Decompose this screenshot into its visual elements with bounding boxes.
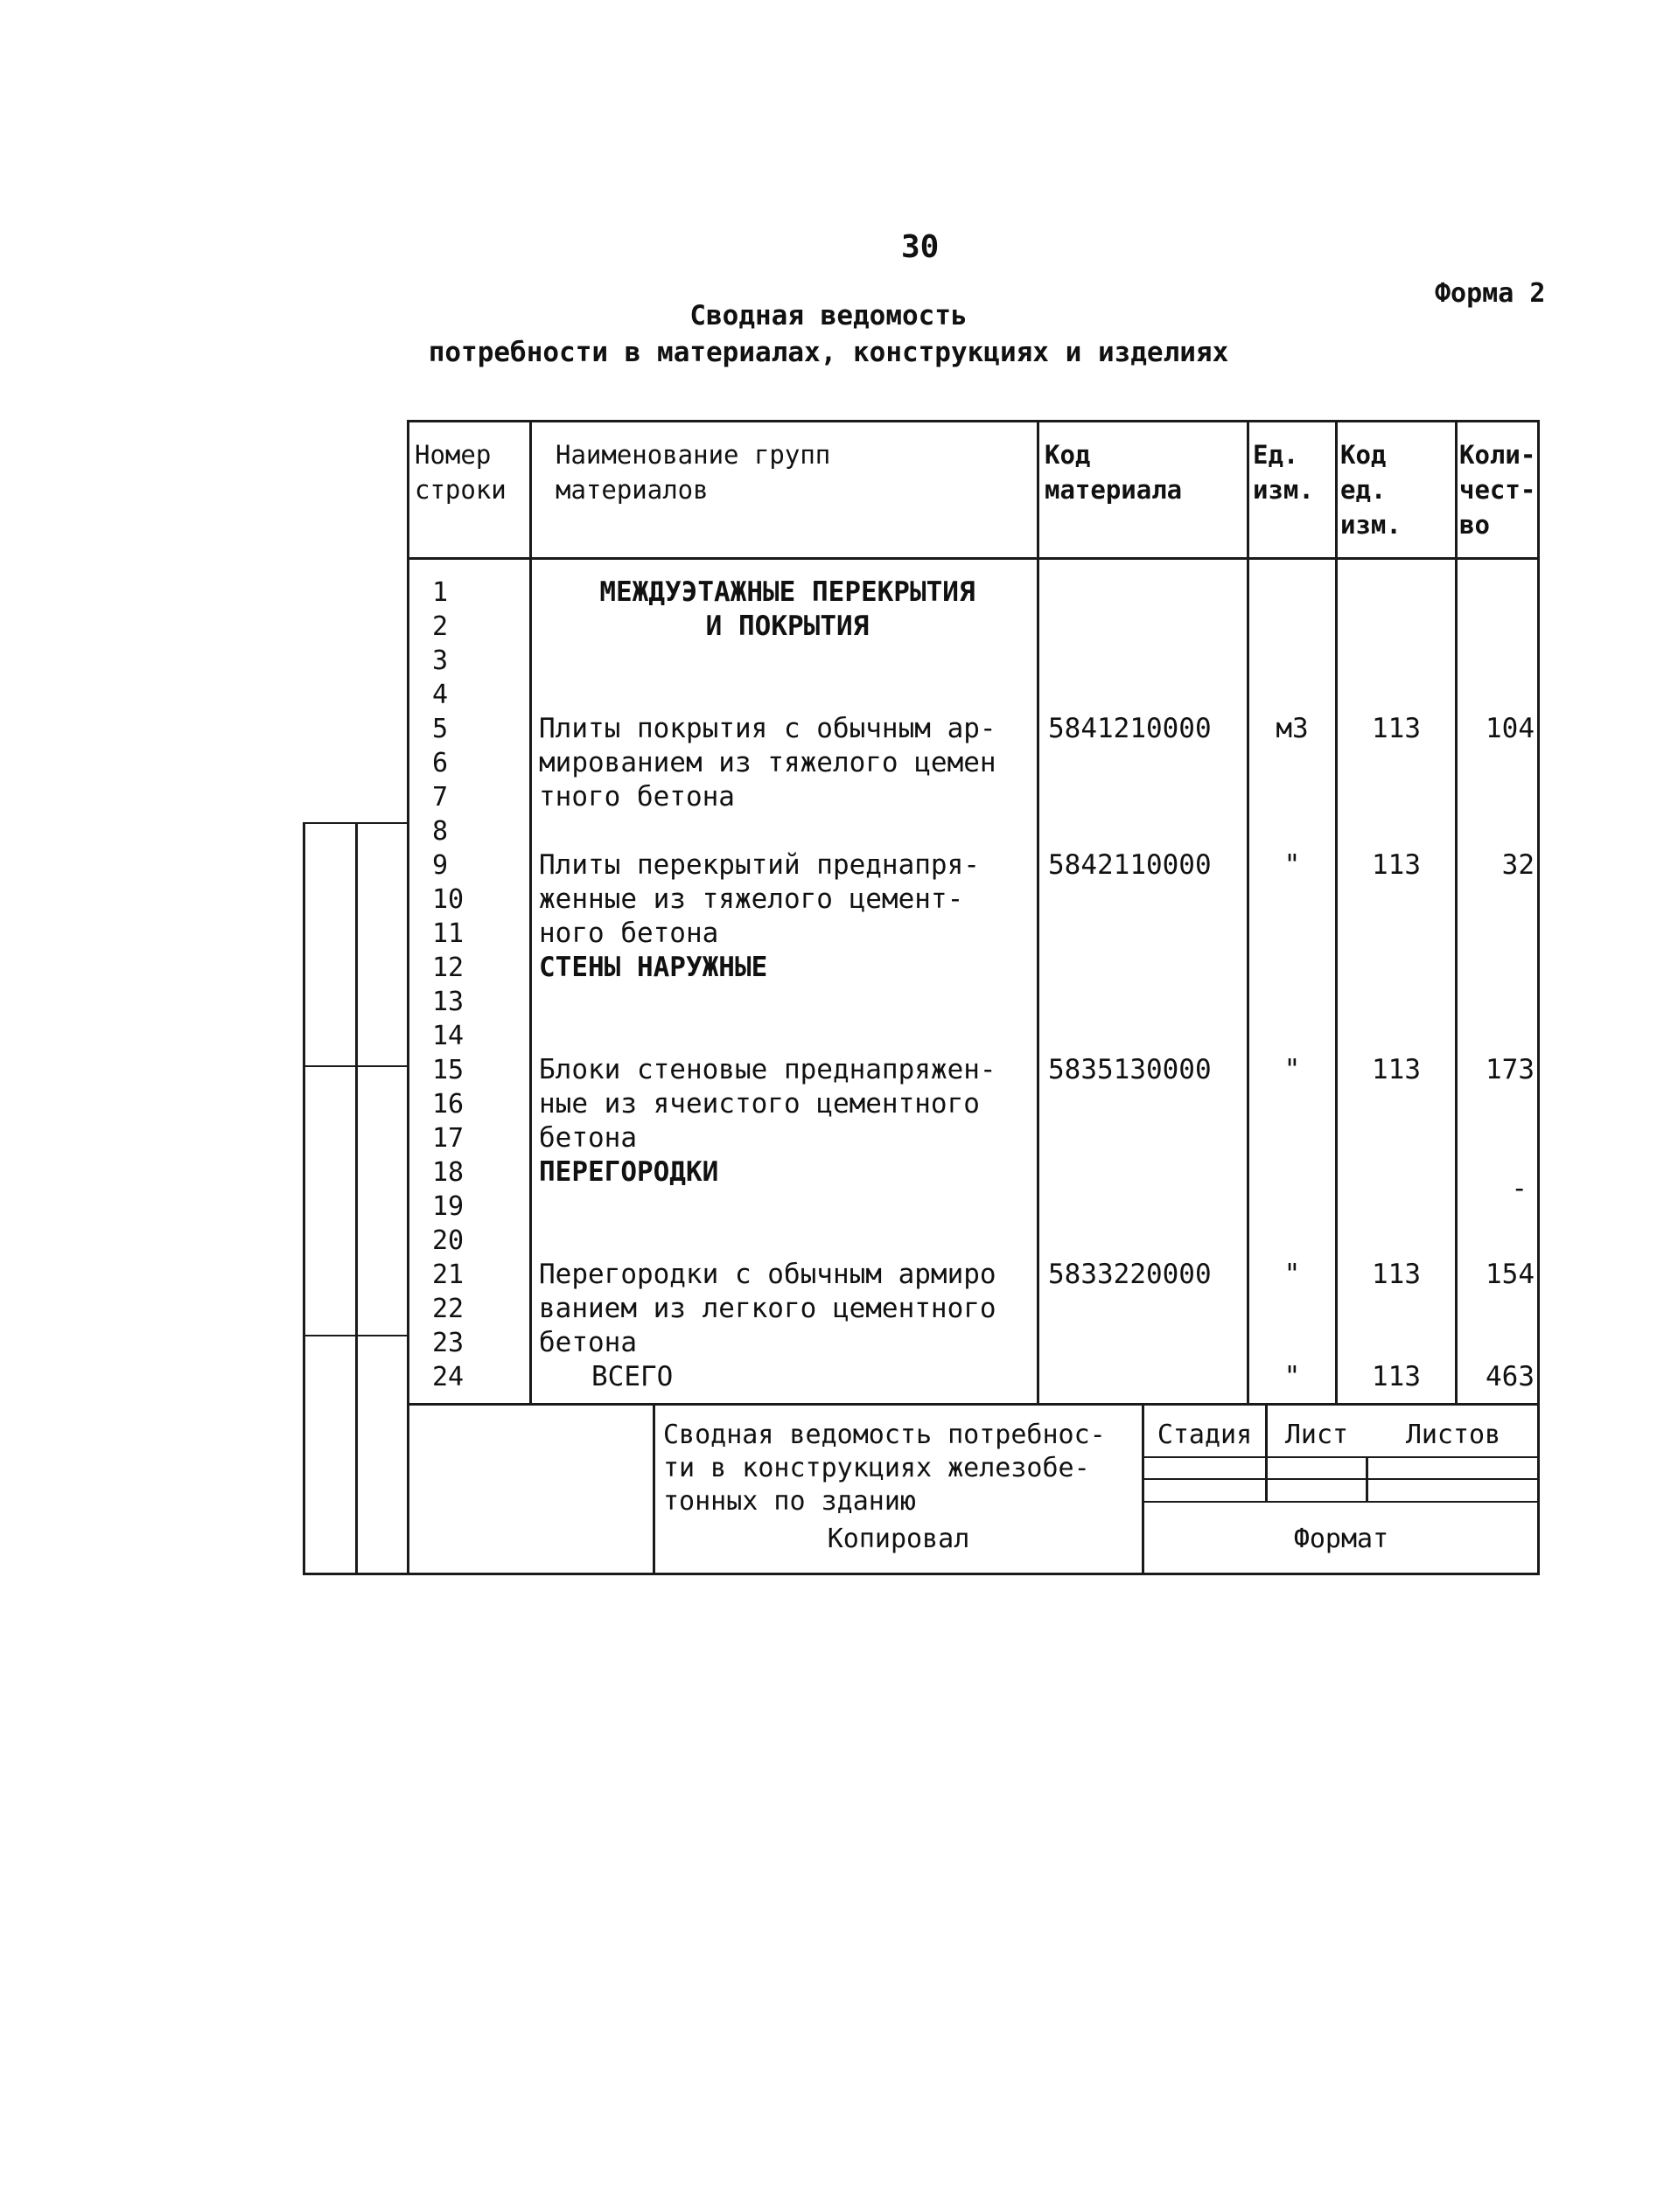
item-quantity: 32: [1501, 849, 1535, 881]
row-number: 18: [432, 1157, 465, 1188]
header-unit: Ед. изм.: [1253, 440, 1314, 505]
row-number: 4: [432, 680, 449, 710]
item-code: 5835130000: [1048, 1054, 1212, 1085]
item-code: 5833220000: [1048, 1259, 1212, 1290]
row-number: 24: [432, 1362, 465, 1392]
stamp-format: Формат: [1293, 1524, 1389, 1554]
item-name: Перегородки с обычным армиро ванием из легкого цементного бетона: [539, 1259, 996, 1358]
row-number: 15: [432, 1055, 465, 1085]
row-number: 2: [432, 611, 449, 642]
form-label: Форма 2: [1435, 278, 1546, 309]
total-unit-code: 113: [1372, 1361, 1421, 1392]
row-number: 6: [432, 748, 449, 778]
stamp-stage: Стадия: [1157, 1420, 1253, 1450]
row-number: 20: [432, 1225, 465, 1256]
header-row-number: Номер строки: [415, 440, 507, 505]
row-number: 3: [432, 645, 449, 676]
item-unit-code: 113: [1372, 849, 1421, 881]
item-unit: м3: [1276, 713, 1309, 744]
item-name: Плиты покрытия с обычным ар- мированием из тяжелого цемен тного бетона: [539, 713, 996, 813]
total-label: ВСЕГО: [591, 1361, 674, 1392]
row-number: 21: [432, 1260, 465, 1290]
total-unit: ": [1283, 1361, 1301, 1392]
row-number: 22: [432, 1294, 465, 1324]
header-material-code: Код материала: [1045, 440, 1183, 505]
total-quantity: 463: [1486, 1361, 1535, 1392]
stamp-copied: Копировал: [827, 1524, 970, 1554]
item-unit-code: 113: [1372, 1054, 1421, 1085]
item-code: 5842110000: [1048, 849, 1212, 881]
row-number: 9: [432, 850, 449, 881]
stamp-description: Сводная ведомость потребнос- ти в конструкциях железобе- тонных по зданию: [663, 1420, 1106, 1517]
row-number: 16: [432, 1089, 465, 1120]
section-heading-partitions: ПЕРЕГОРОДКИ: [539, 1156, 719, 1188]
stray-mark: -: [1511, 1173, 1528, 1204]
stamp-sheets: Листов: [1405, 1420, 1501, 1450]
header-unit-code: Код ед. изм.: [1340, 440, 1402, 540]
row-number: 23: [432, 1328, 465, 1358]
item-name: Блоки стеновые преднапряжен- ные из ячеистого цементного бетона: [539, 1054, 996, 1154]
section-heading-walls: СТЕНЫ НАРУЖНЫЕ: [539, 952, 768, 983]
row-number: 10: [432, 884, 465, 915]
item-quantity: 104: [1486, 713, 1535, 744]
item-unit: ": [1283, 849, 1301, 881]
row-number-column: [432, 576, 528, 1394]
item-unit: ": [1283, 1054, 1301, 1085]
row-number: 8: [432, 816, 449, 847]
item-quantity: 154: [1486, 1259, 1535, 1290]
row-number: 17: [432, 1123, 465, 1154]
item-unit-code: 113: [1372, 713, 1421, 744]
document-subtitle: потребности в материалах, конструкциях и изделиях: [428, 337, 1229, 368]
row-number: 5: [432, 714, 449, 744]
stamp-sheet: Лист: [1284, 1420, 1349, 1450]
item-unit-code: 113: [1372, 1259, 1421, 1290]
page-number: 30: [901, 229, 940, 265]
header-material-group: Наименование групп материалов: [556, 440, 831, 505]
row-number: 1: [432, 577, 449, 608]
row-number: 13: [432, 987, 465, 1017]
row-number: 7: [432, 782, 449, 813]
section-heading-floors: МЕЖДУЭТАЖНЫЕ ПЕРЕКРЫТИЯ И ПОКРЫТИЯ: [599, 576, 975, 642]
row-number: 11: [432, 918, 465, 949]
header-quantity: Коли- чест- во: [1459, 440, 1536, 540]
item-quantity: 173: [1486, 1054, 1535, 1085]
row-number: 12: [432, 952, 465, 983]
item-code: 5841210000: [1048, 713, 1212, 744]
row-number: 14: [432, 1021, 465, 1051]
item-unit: ": [1283, 1259, 1301, 1290]
row-number: 19: [432, 1191, 465, 1222]
document-title: Сводная ведомость: [689, 300, 968, 331]
item-name: Плиты перекрытий преднапря- женные из тяжелого цемент- ного бетона: [539, 849, 980, 949]
